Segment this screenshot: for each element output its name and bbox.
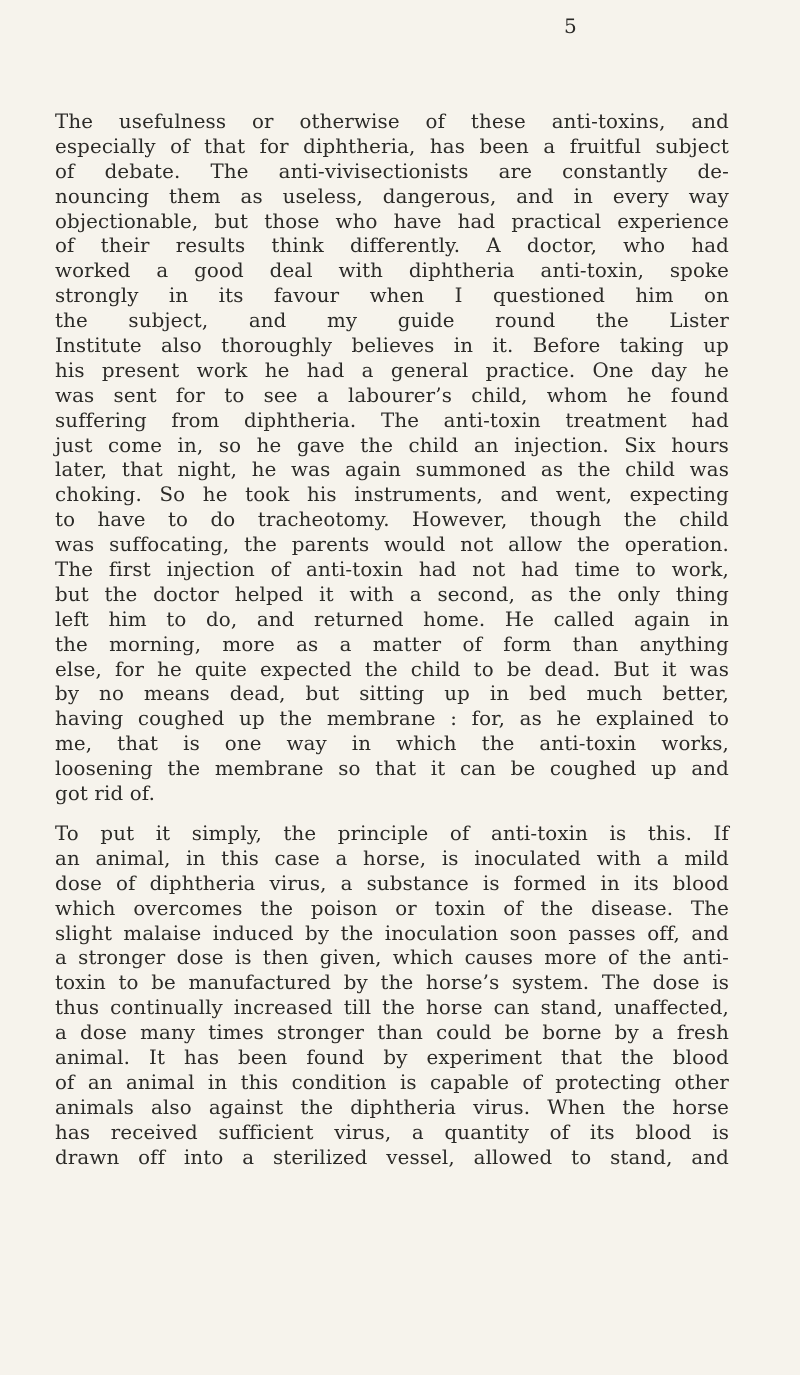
text-line: slight malaise induced by the inoculation soon passes off, and (55, 921, 729, 945)
text-line: just come in, so he gave the child an injection. Six hours (55, 433, 729, 457)
text-line: The first injection of anti-toxin had not had time to work, (55, 558, 729, 582)
text-line: by no means dead, but sitting up in bed much better, (55, 682, 729, 706)
text-line: objectionable, but those who have had practical experience (55, 209, 729, 233)
text-line: animal. It has been found by experiment that the blood (55, 1046, 729, 1070)
text-line: of their results think differently. A doctor, who had (55, 234, 729, 258)
text-line: especially of that for diphtheria, has been a fruitful subject (55, 134, 729, 158)
text-line: strongly in its favour when I questioned him on (55, 284, 729, 308)
text-line: was suffocating, the parents would not allow the operation. (55, 533, 729, 557)
text-line: a dose many times stronger than could be borne by a fresh (55, 1021, 729, 1045)
paragraph-1 (55, 110, 729, 807)
text-line: else, for he quite expected the child to be dead. But it was (55, 657, 729, 681)
text-line: which overcomes the poison or toxin of the disease. The (55, 896, 729, 920)
text-line: later, that night, he was again summoned as the child was (55, 458, 729, 482)
text-line: of debate. The anti-vivisectionists are constantly de- (55, 159, 729, 183)
text-line: me, that is one way in which the anti-toxin works, (55, 732, 729, 756)
text-line: having coughed up the membrane : for, as he explained to (55, 707, 729, 731)
text-line: but the doctor helped it with a second, as the only thing (55, 582, 729, 606)
page-number: 5 (564, 14, 577, 38)
text-line: has received sufficient virus, a quantity of its blood is (55, 1120, 729, 1144)
text-line: worked a good deal with diphtheria anti-toxin, spoke (55, 259, 729, 283)
text-line: was sent for to see a labourer’s child, whom he found (55, 383, 729, 407)
text-line: suffering from diphtheria. The anti-toxin treatment had (55, 408, 729, 432)
text-line: an animal, in this case a horse, is inoculated with a mild (55, 846, 729, 870)
text-line: the morning, more as a matter of form than anything (55, 632, 729, 656)
text-line: choking. So he took his instruments, and went, expecting (55, 483, 729, 507)
text-line: animals also against the diphtheria virus. When the horse (55, 1095, 729, 1119)
text-line: toxin to be manufactured by the horse’s system. The dose is (55, 971, 729, 995)
text-line: nouncing them as useless, dangerous, and in every way (55, 184, 729, 208)
text-line: his present work he had a general practice. One day he (55, 358, 729, 382)
text-line: thus continually increased till the horse can stand, unaffected, (55, 996, 729, 1020)
paragraph-2 (55, 822, 729, 1170)
text-line: left him to do, and returned home. He called again in (55, 607, 729, 631)
text-line: a stronger dose is then given, which causes more of the anti- (55, 946, 729, 970)
text-line: To put it simply, the principle of anti-toxin is this. If (55, 822, 729, 845)
text-line: the subject, and my guide round the Lister (55, 309, 729, 333)
text-line: Institute also thoroughly believes in it. Before taking up (55, 334, 729, 358)
text-line: to have to do tracheotomy. However, though the child (55, 508, 729, 532)
text-line: dose of diphtheria virus, a substance is formed in its blood (55, 871, 729, 895)
text-line: of an animal in this condition is capable of protecting other (55, 1070, 729, 1094)
text-line: loosening the membrane so that it can be coughed up and (55, 757, 729, 781)
text-line: got rid of. (55, 782, 156, 806)
text-line: The usefulness or otherwise of these anti-toxins, and (55, 110, 729, 133)
text-line: drawn off into a sterilized vessel, allowed to stand, and (55, 1145, 729, 1169)
